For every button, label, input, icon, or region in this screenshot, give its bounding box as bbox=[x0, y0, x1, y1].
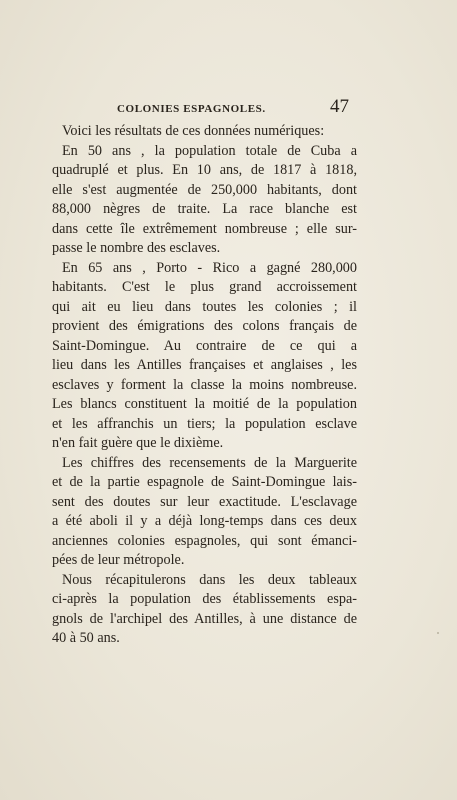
text-line: elle s'est augmentée de 250,000 habitants, dont bbox=[52, 181, 357, 198]
text-line: gnols de l'archipel des Antilles, à une distance de bbox=[52, 610, 357, 627]
text-line: passe le nombre des esclaves. bbox=[52, 240, 221, 256]
text-line: lieu dans les Antilles françaises et anglaises , les bbox=[52, 357, 357, 373]
text-line: Nous récapitulerons dans les deux tableaux bbox=[62, 571, 357, 588]
paragraph bbox=[52, 142, 357, 259]
text-line: anciennes colonies espagnoles, qui sont émanci- bbox=[52, 532, 357, 549]
text-line: pées de leur métropole. bbox=[52, 552, 185, 568]
text-line: 40 à 50 ans. bbox=[52, 630, 120, 646]
text-line: Les blancs constituent la moitié de la population bbox=[52, 396, 357, 412]
text-line: 88,000 nègres de traite. La race blanche est bbox=[52, 201, 357, 217]
page-number: 47 bbox=[330, 96, 349, 117]
paragraph bbox=[52, 571, 357, 649]
text-line: En 50 ans , la population totale de Cuba a bbox=[62, 142, 357, 159]
paragraph bbox=[52, 259, 357, 454]
text-line: n'en fait guère que le dixième. bbox=[52, 435, 224, 451]
page-header bbox=[0, 96, 457, 120]
text-line: sent des doutes sur leur exactitude. L'esclavage bbox=[52, 493, 357, 510]
text-line: et les affranchis un tiers; la population esclave bbox=[52, 415, 357, 432]
paragraph bbox=[52, 122, 357, 142]
text-line: En 65 ans , Porto - Rico a gagné 280,000 bbox=[62, 259, 357, 276]
text-line: Voici les résultats de ces données numériques: bbox=[62, 123, 325, 139]
text-line: quadruplé et plus. En 10 ans, de 1817 à 1818, bbox=[52, 162, 357, 178]
running-title: COLONIES ESPAGNOLES. bbox=[117, 103, 266, 115]
text-line: provient des émigrations des colons français de bbox=[52, 318, 357, 334]
text-line: et de la partie espagnole de Saint-Domingue lais- bbox=[52, 474, 357, 490]
text-line: Les chiffres des recensements de la Marguerite bbox=[62, 454, 357, 471]
text-line: ci-après la population des établissements espa- bbox=[52, 591, 357, 607]
text-line: a été aboli il y a déjà long-temps dans ces deux bbox=[52, 513, 357, 529]
text-line: esclaves y forment la classe la moins nombreuse. bbox=[52, 376, 357, 393]
text-line: qui ait eu lieu dans toutes les colonies ; il bbox=[52, 298, 357, 315]
body-text bbox=[52, 122, 357, 649]
text-line: dans cette île extrêmement nombreuse ; elle sur- bbox=[52, 220, 357, 237]
paragraph bbox=[52, 454, 357, 571]
text-line: Saint-Domingue. Au contraire de ce qui a bbox=[52, 337, 357, 354]
text-line: habitants. C'est le plus grand accroissement bbox=[52, 279, 357, 295]
paper-speck bbox=[437, 632, 439, 634]
